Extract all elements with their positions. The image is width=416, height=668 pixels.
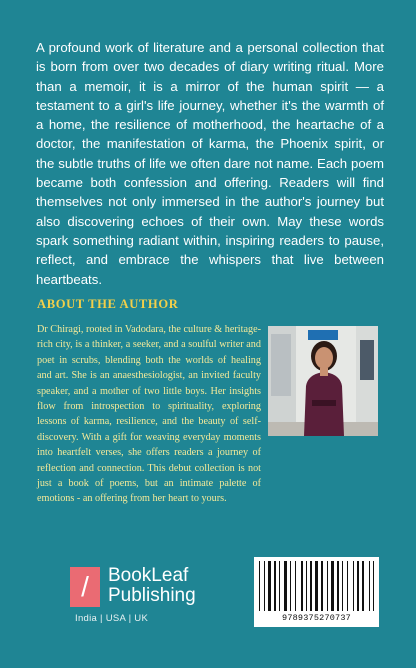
isbn-barcode	[254, 557, 379, 627]
barcode-bar	[295, 561, 296, 611]
isbn-number: 9789375270737	[282, 613, 351, 623]
barcode-bar	[357, 561, 359, 611]
barcode-bar	[301, 561, 303, 611]
barcode-bar	[315, 561, 318, 611]
barcode-bar	[274, 561, 276, 611]
barcode-bar	[321, 561, 323, 611]
barcode-bar	[279, 561, 280, 611]
barcode-bar	[306, 561, 307, 611]
barcode-bar	[264, 561, 265, 611]
barcode-bar	[259, 561, 260, 611]
barcode-bar	[331, 561, 334, 611]
barcode-bar	[268, 561, 271, 611]
barcode-bar	[362, 561, 364, 611]
barcode-bar	[284, 561, 287, 611]
publisher-name-line2: Publishing	[108, 585, 196, 606]
publisher-name-line1: BookLeaf	[108, 565, 189, 586]
publisher-logo	[70, 565, 200, 625]
back-cover-blurb: A profound work of literature and a personal collection that is born from over two decades of diary writing ritual. More than a memoir, it is a mirror of the human spirit — a testament to a girl's life journey, whether it's the warmth of a home, the resilience of motherhood, the heartache of a doctor, the manifestation of karma, the Phoenix spirit, or the subtle truths of life we often dare not name. Each poem became both confession and offering. Readers will find themselves not only immersed in the author's journey but also discovering echoes of their own. May these words spark something radiant within, inspiring readers to pause, reflect, and embrace the whispers that live between heartbeats.	[36, 40, 384, 287]
barcode-bar	[337, 561, 339, 611]
barcode-bar	[369, 561, 370, 611]
barcode-bar	[327, 561, 328, 611]
barcode-bar	[347, 561, 348, 611]
about-author-heading: ABOUT THE AUTHOR	[37, 297, 179, 311]
barcode-bar	[373, 561, 374, 611]
barcode-bars	[259, 561, 374, 611]
barcode-bar	[353, 561, 354, 611]
barcode-bar	[290, 561, 291, 611]
publisher-logo-mark: /	[70, 567, 100, 607]
barcode-bar	[310, 561, 312, 611]
publisher-regions: India | USA | UK	[75, 613, 149, 624]
barcode-bar	[342, 561, 343, 611]
author-bio: Dr Chiragi, rooted in Vadodara, the culture & heritage-rich city, is a thinker, a seeker, and a soulful writer and poet in scrubs, blending both the worlds of healing and art. She is an anaesthesiologist, an invited faculty speaker, and a mother of two little boys. Her insights flow from introspection to spirituality, exploring lessons of karma, resilience, and the beauty of self-discovery. With a gift for weaving everyday moments into heartfelt verses, she offers readers a journey of reflection and connection. This debut collection is not just a book of poems, but an intimate palette of emotions - an offering from her heart to yours.	[37, 324, 261, 505]
author-photo	[268, 326, 378, 436]
